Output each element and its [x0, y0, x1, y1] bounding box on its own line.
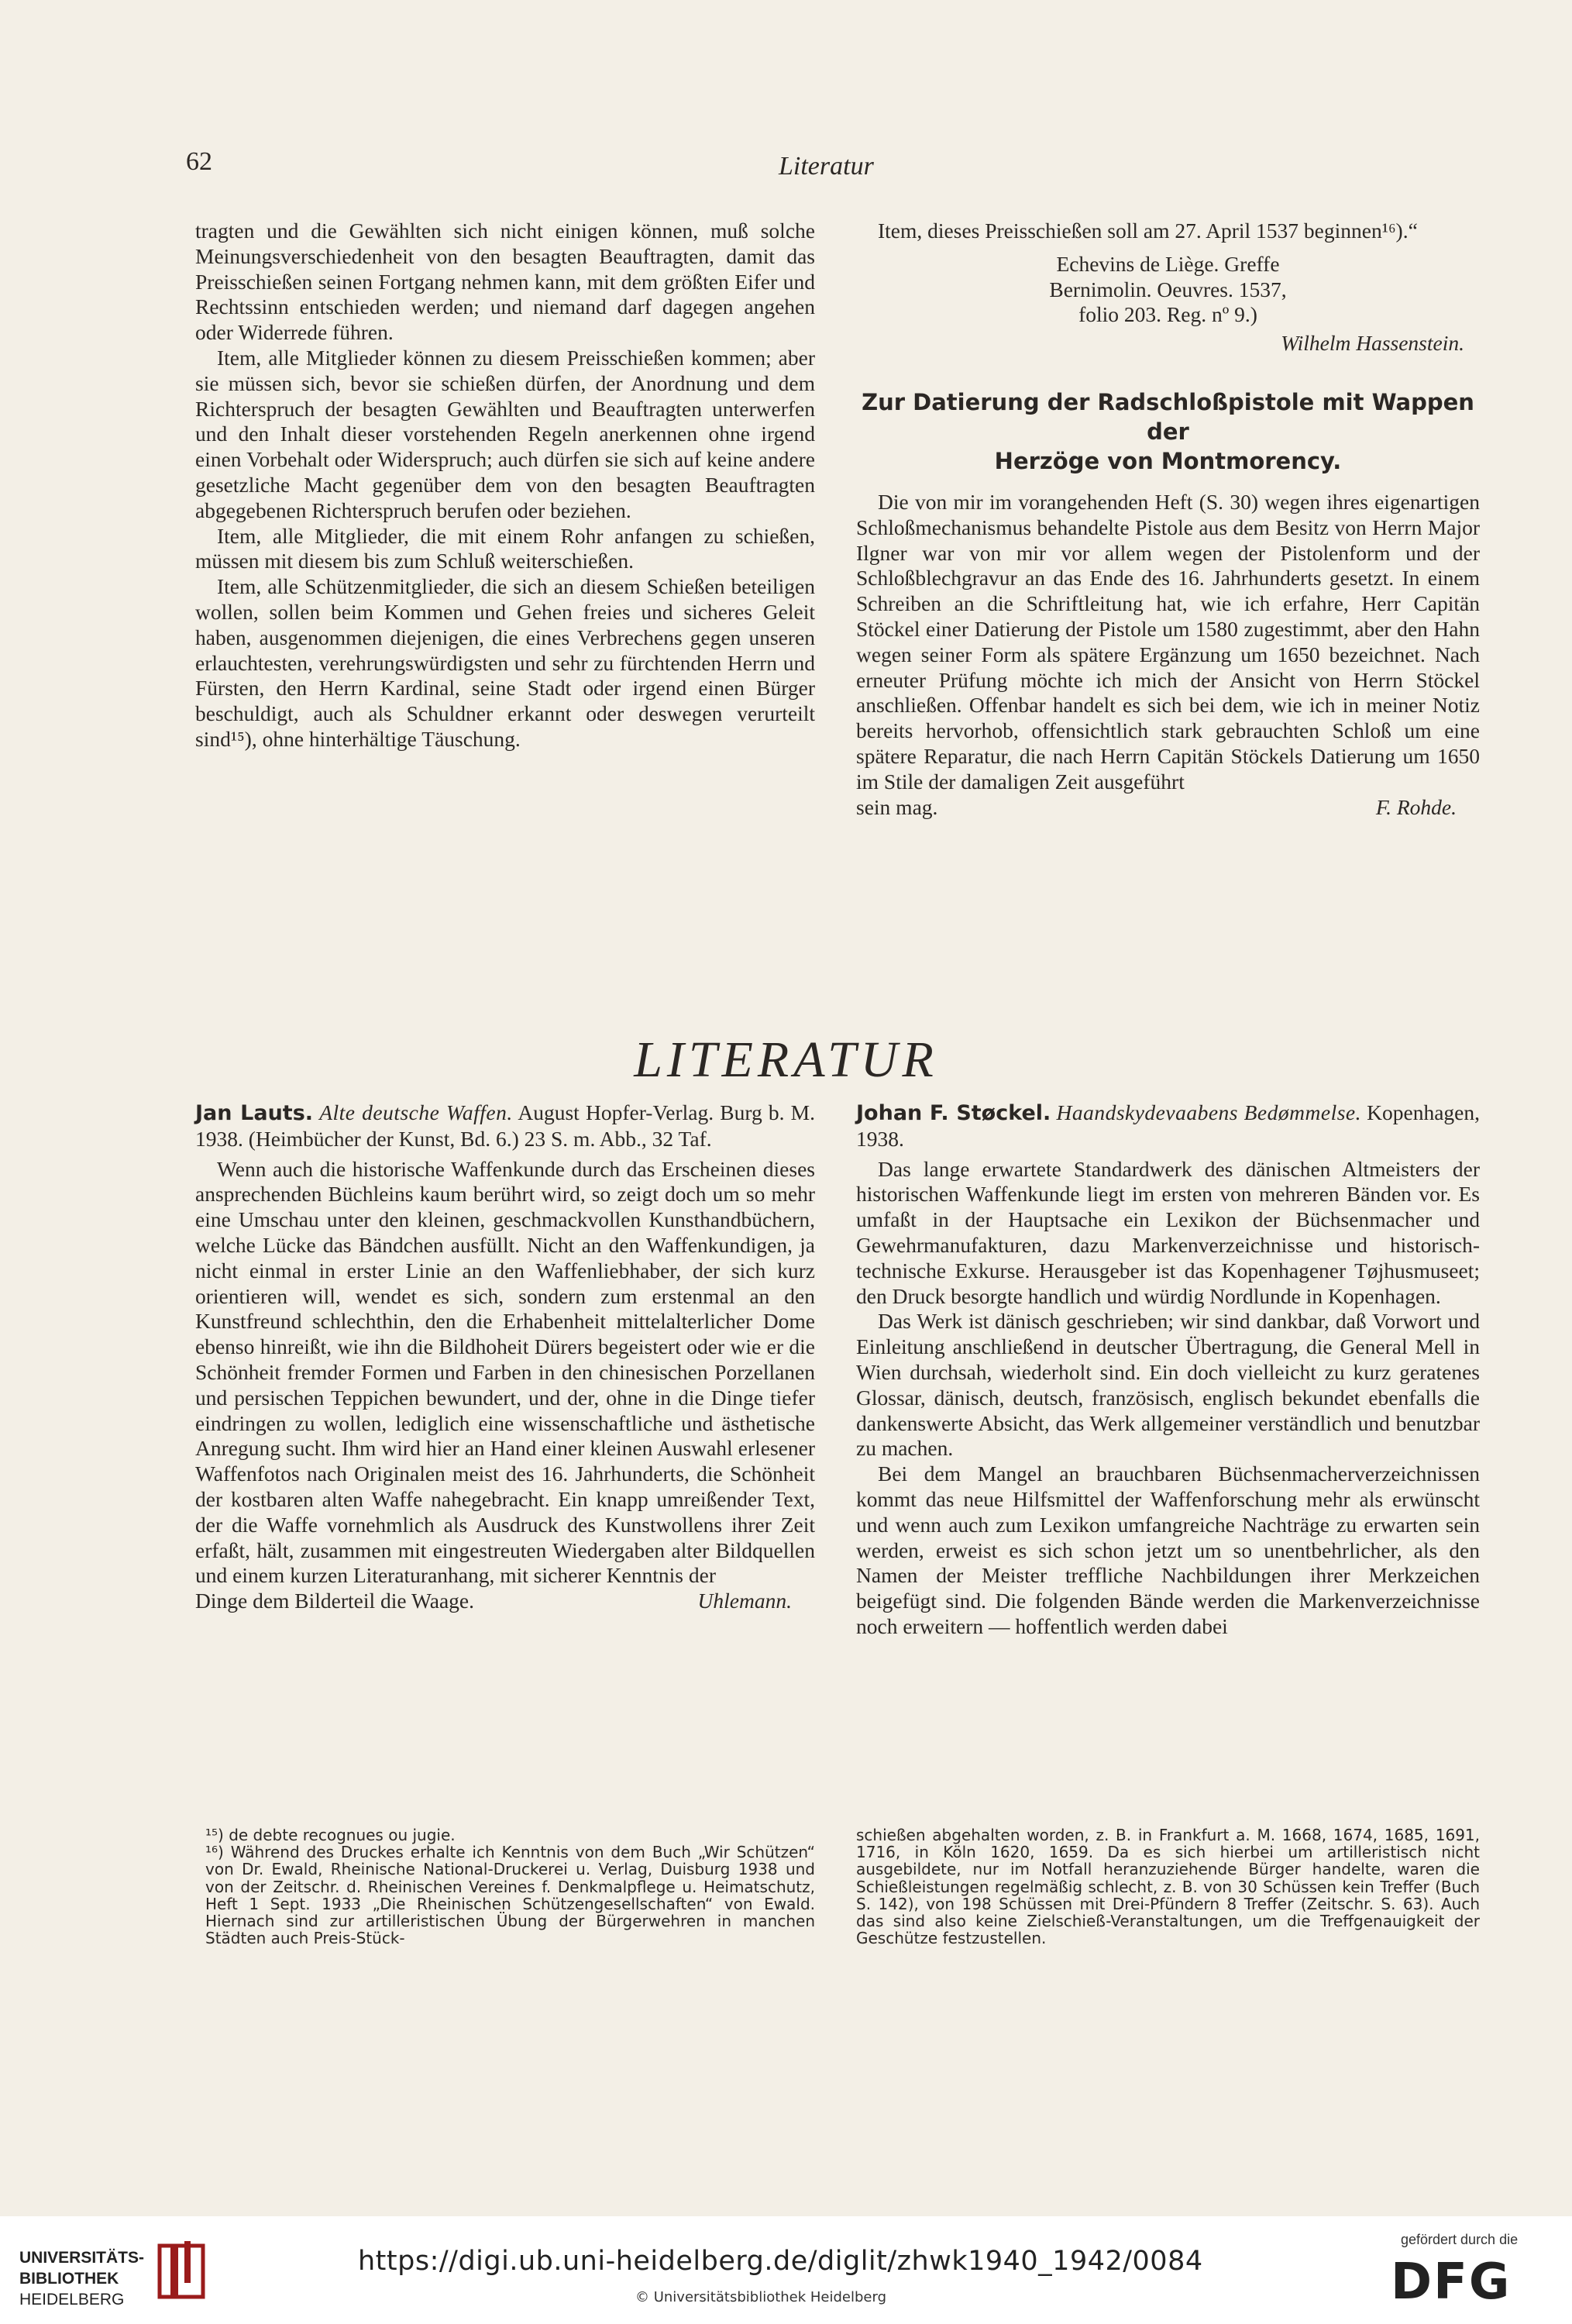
source-line: Bernimolin. Oeuvres. 1537,: [1049, 277, 1287, 301]
source-line: folio 203. Reg. nº 9.): [1078, 302, 1257, 327]
paragraph: Item, dieses Preisschießen soll am 27. April 1537 beginnen¹⁶).“: [878, 219, 1418, 243]
review-author: Jan Lauts.: [195, 1101, 314, 1125]
library-name-line: UNIVERSITÄTS-: [19, 2249, 145, 2267]
footnote: ¹⁶) Während des Druckes erhalte ich Kenntnis von dem Buch „Wir Schützen“ von Dr. Ewald, Rheinische National-Druckerei u. Verlag, Duisburg 1938 und von der Zeitschr. d. Rheinischen Vereines f. Denkmalpflege u. Heimatschutz, Heft 1 Sept. 1933 „Die Rheinischen Schützengesellschaften“ von Ewald. Hiernach sind zur artilleristischen Übung der Bürgerwehren in manchen Städten auch Preis-Stück-: [205, 1843, 815, 1948]
funding-note: gefördert durch die: [1401, 2232, 1519, 2247]
dfg-logo[interactable]: DFG: [1391, 2253, 1512, 2311]
review-publication: August Hopfer-Verlag. Burg b. M. 1938. (Heimbücher der Kunst, Bd. 6.) 23 S. m. Abb., 32 Taf.: [195, 1100, 815, 1151]
review-paragraph: Das Werk ist dänisch geschrieben; wir sind dankbar, daß Vorwort und Einleitung anschließend in deutscher Übertragung, die General Mell in Wien durchsah, wiederholt sind. Ein doch vielleicht zu kurz geratenes Glossar, dänisch, deutsch, französisch, englisch bekundet ebenfalls die dankenswerte Absicht, das Werk allgemeiner verständlich und benutzbar zu machen.: [856, 1309, 1480, 1461]
review-paragraph: Das lange erwartete Standardwerk des dänischen Altmeisters der historischen Waffenkunde liegt im ersten von mehreren Bänden vor. Es umfaßt in der Hauptsache ein Lexikon der Büchsenmacher und Gewehrmanufakturen, dazu Markenverzeichnisse und historisch-technische Exkurse. Herausgeber ist das Kopenhagener Tøjhusmuseet; den Druck besorgte handlich und würdig Nordlunde in Kopenhagen.: [856, 1156, 1480, 1308]
review-reference: [856, 1100, 1480, 1152]
top-right-column: [856, 219, 1480, 820]
review-left-column: [195, 1100, 815, 1614]
review-reference: [195, 1100, 815, 1152]
signature-uhlemann: Uhlemann.: [697, 1589, 792, 1613]
review-body: Wenn auch die historische Waffenkunde durch das Erscheinen dieses ansprechenden Büchleins kaum berührt wird, so zeigt doch um so mehr eine Umschau unter den kleinen, geschmackvollen Kunsthandbüchern, welche Lücke das Bändchen ausfüllt. Nicht an den Waffenkundigen, ja nicht einmal in erster Linie an den Waffenliebhaber, der sich kurz orientieren will, wendet es sich, sondern zum erstenmal an den Kunstfreund schlechthin, den die Erhabenheit mittelalterlicher Dome ebenso hinreißt, wie ihn die Bildhoheit Dürers begeistert oder wie er die Schönheit fremder Formen und Farben in den chinesischen Porzellanen und persischen Teppichen bewundert, und der, ohne in die Dinge tiefer eindringen zu wollen, lediglich eine wissenschaftliche und ästhetische Anregung sucht. Ihm wird hier an Hand einer kleinen Auswahl erlesener Waffenfotos nach Originalen meist des 16. Jahrhunderts, die Schönheit der kostbaren alten Waffe nahegebracht. Ein knapp umreißender Text, der die Waffe vornehmlich als Ausdruck des Kunstwollens ihrer Zeit erfaßt, hält, zusammen mit eingestreuten Wiedergaben alter Bildquellen und einem kurzen Literaturanhang, mit sicherer Kenntnis der: [195, 1156, 815, 1588]
paragraph: Item, alle Schützenmitglieder, die sich an diesem Schießen beteiligen wollen, sollen beim Kommen und Gehen freies und sicheres Geleit haben, ausgenommen diejenigen, die eines Verbrechens gegen unseren erlauchtesten, verehrungswürdigsten und sehr zu fürchtenden Herrn und Fürsten, den Herrn Kardinal, seine Stadt oder irgend einen Bürger beschuldigt, auch als Schuldner erkannt oder deswegen verurteilt sind¹⁵), ohne hinterhältige Täuschung.: [195, 574, 815, 751]
review-book-title: Haandskydevaabens Bedømmelse.: [1056, 1100, 1361, 1124]
article-title-line: Zur Datierung der Radschloßpistole mit Wappen der: [862, 388, 1474, 445]
footnote-continuation: schießen abgehalten worden, z. B. in Frankfurt a. M. 1668, 1674, 1685, 1691, 1716, in Köln 1620, 1659. Da es sich hierbei um artilleristisch nicht ausgebildete, nur im Notfall heranzuziehende Bürger handelte, waren die Schießleistungen regelmäßig schlecht, z. B. von 30 Schüssen kein Treffer (Buch S. 142), von 198 Schüssen mit Drei-Pfündern 8 Treffer (Zeitschr. S. 63). Auch das sind also keine Zielschieß-Veranstaltungen, um die Treffgenauigkeit der Geschütze festzustellen.: [856, 1826, 1480, 1948]
source-citation: [856, 252, 1480, 328]
top-left-column: [195, 219, 815, 752]
paragraph: tragten und die Gewählten sich nicht einigen können, muß solche Meinungsverschiedenheit von den besagten Beauftragten, damit das Preisschießen seinen Fortgang nehmen kann, mit dem größten Eifer und Rechtssinn entschieden werden; und niemand darf dagegen angehen oder Widerrede führen.: [195, 219, 815, 345]
closing-text: sein mag.: [856, 794, 938, 819]
review-paragraph: Bei dem Mangel an brauchbaren Büchsenmacherverzeichnissen kommt das neue Hilfsmittel der Waffenforschung mehr als erwünscht und wenn auch zum Lexikon umfangreiche Nachträge zu erwarten sein werden, erweist es sich schon jetzt um so unentbehrlicher, als den Namen der Meister treffliche Nachbildungen ihrer Merkzeichen beigefügt sind. Die folgenden Bände werden die Markenverzeichnisse noch erweitern — hoffentlich werden dabei: [856, 1462, 1480, 1638]
source-line: Echevins de Liège. Greffe: [1056, 251, 1280, 276]
signature-rohde: F. Rohde.: [1375, 794, 1457, 819]
review-book-title: Alte deutsche Waffen.: [319, 1100, 513, 1124]
review-right-column: [856, 1100, 1480, 1640]
section-title: LITERATUR: [634, 1031, 938, 1088]
article-heading: [856, 387, 1480, 476]
footnotes-right: [856, 1826, 1480, 1947]
review-closing-line: [195, 1589, 815, 1614]
library-emblem-icon: [157, 2240, 206, 2300]
closing-text: Dinge dem Bilderteil die Waage.: [195, 1589, 475, 1613]
library-name-line: HEIDELBERG: [19, 2291, 125, 2309]
page-number: 62: [186, 147, 212, 176]
footnote: ¹⁵) de debte recognues ou jugie.: [205, 1826, 456, 1844]
article-title-line: Herzöge von Montmorency.: [994, 447, 1342, 474]
article-closing-line: [856, 795, 1480, 821]
library-name-line: BIBLIOTHEK: [19, 2270, 119, 2288]
copyright-notice: © Universitätsbibliothek Heidelberg: [635, 2289, 887, 2305]
paragraph: Item, alle Mitglieder können zu diesem Preisschießen kommen; aber sie müssen sich, bevor sie schießen dürfen, der Anordnung und dem Richterspruch der besagten Gewählten und Beauftragten unterwerfen und den Inhalt dieser vorstehenden Regeln anerkennen ohne irgend einen Vorbehalt oder Widerspruch; auch dürfen sie sich auf keine andere gesetzliche Macht gegenüber dem von den besagten Beauftragten abgegebenen Richterspruch berufen oder beziehen.: [195, 345, 815, 522]
signature-hassenstein: Wilhelm Hassenstein.: [1281, 331, 1464, 356]
article-body: Die von mir im vorangehenden Heft (S. 30) wegen ihres eigenartigen Schloßmechanismus behandelte Pistole aus dem Besitz von Herrn Major Ilgner war von mir vor allem wegen der Pistolenform und der Schloßblechgravur an das Ende des 16. Jahrhunderts gesetzt. In einem Schreiben an die Schriftleitung hat, wie ich erfahre, Herr Capitän Stöckel einer Datierung der Pistole um 1580 zugestimmt, aber den Hahn wegen seiner Form als spätere Ergänzung um 1650 bezeichnet. Nach erneuter Prüfung möchte ich mich der Ansicht von Herrn Stöckel anschließen. Offenbar handelt es sich bei dem, wie ich in meiner Notiz bereits hervorhob, offensichtlich stark gebrauchten Schloß um eine spätere Reparatur, die nach Herrn Capitän Stöckels Datierung um 1650 im Stile der damaligen Zeit ausgeführt: [856, 489, 1480, 794]
review-publication: Kopenhagen, 1938.: [856, 1100, 1481, 1151]
library-logo[interactable]: [19, 2247, 144, 2310]
review-author: Johan F. Støckel.: [856, 1101, 1051, 1125]
footnotes-left: [205, 1826, 815, 1947]
running-head: Literatur: [779, 152, 874, 181]
paragraph: Item, alle Mitglieder, die mit einem Rohr anfangen zu schießen, müssen mit diesem bis zum Schluß weiterschießen.: [195, 523, 815, 573]
permalink-url[interactable]: https://digi.ub.uni-heidelberg.de/diglit/zhwk1940_1942/0084: [358, 2246, 1203, 2277]
